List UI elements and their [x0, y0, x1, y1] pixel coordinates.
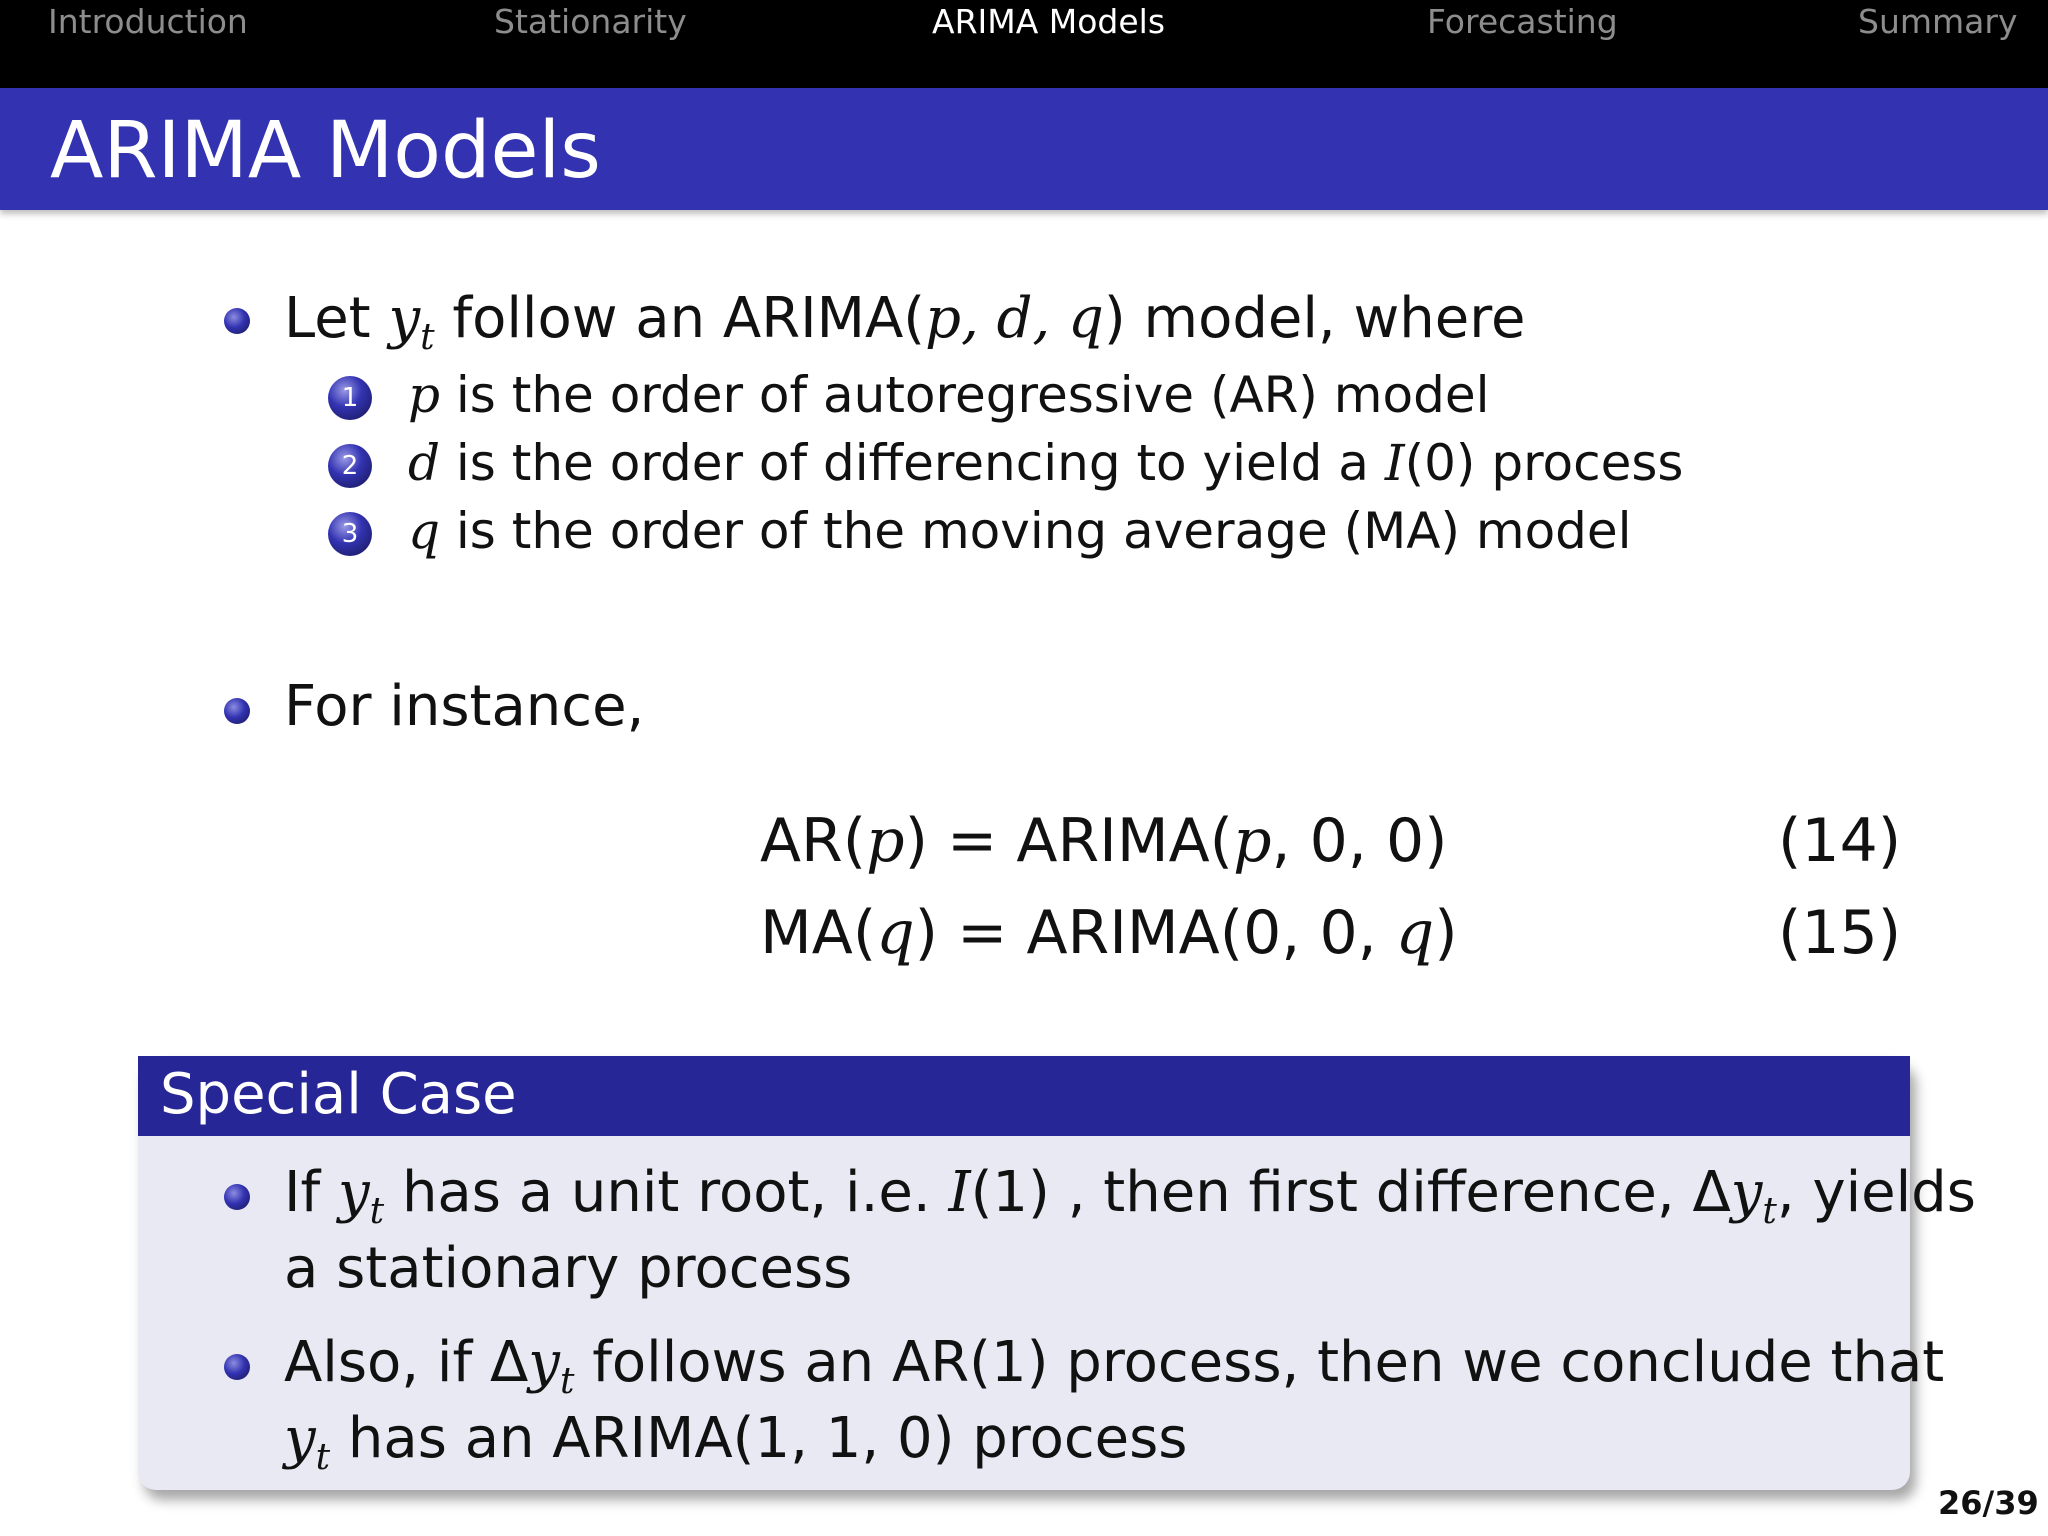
math-var: q: [876, 898, 915, 968]
equation-number: (14): [1778, 806, 1902, 876]
text-segment: follows an AR(1) process, then we conclude that: [574, 1330, 1945, 1395]
nav-item-introduction[interactable]: Introduction: [48, 2, 248, 41]
nav-item-stationarity[interactable]: Stationarity: [494, 2, 687, 41]
equation-ar: [760, 806, 1448, 876]
text-segment: is the order of differencing to yield a: [440, 434, 1385, 492]
math-subscript: t: [559, 1361, 575, 1403]
math-var: p: [866, 806, 905, 876]
math-var: y: [388, 286, 421, 351]
text-segment: (0) process: [1404, 434, 1684, 492]
math-var: p: [1233, 806, 1272, 876]
bullet-marker: [224, 698, 250, 724]
text-segment: (1) , then first difference, Δ: [970, 1160, 1731, 1225]
block-item-unit-root: [284, 1160, 1976, 1232]
enum-badge: 2: [328, 444, 372, 488]
special-case-block: [138, 1056, 1976, 1490]
equation-number: (15): [1778, 898, 1902, 968]
text-segment: Let: [284, 286, 389, 351]
math-var: y: [338, 1160, 370, 1225]
enum-item-q: [408, 502, 1632, 560]
text-segment: is the order of the moving average (MA) model: [440, 502, 1632, 560]
text-segment: has an ARIMA(1, 1, 0) process: [330, 1406, 1188, 1471]
math-var: y: [284, 1406, 316, 1471]
bullet-for-instance: For instance,: [284, 674, 645, 739]
frame-title: ARIMA Models: [50, 106, 601, 196]
block-item-unit-root-cont: a stationary process: [284, 1236, 853, 1301]
text-segment: , yields: [1776, 1160, 1976, 1225]
nav-item-summary[interactable]: Summary: [1858, 2, 2018, 41]
math-args: p, d, q: [925, 286, 1104, 351]
math-var: q: [1395, 898, 1435, 968]
enum-badge: 3: [328, 512, 372, 556]
math-var: y: [1730, 1160, 1763, 1225]
text-segment: ) = ARIMA(0, 0,: [914, 898, 1396, 968]
text-segment: is the order of autoregressive (AR) model: [440, 366, 1490, 424]
text-segment: has a unit root, i.e.: [384, 1160, 949, 1225]
text-segment: ) = ARIMA(: [904, 806, 1234, 876]
math-var: d: [408, 434, 441, 492]
enum-badge: 1: [328, 376, 372, 420]
math-var: y: [528, 1330, 560, 1395]
bullet-arima-definition: [284, 286, 1526, 358]
equation-ma: [760, 898, 1458, 968]
enum-item-d: [408, 434, 1683, 492]
bullet-marker: [224, 308, 250, 334]
math-var: q: [408, 502, 441, 560]
text-segment: ): [1434, 898, 1458, 968]
block-item-ar1-cont: [284, 1406, 1187, 1478]
text-segment: follow an ARIMA(: [434, 286, 926, 351]
page-number: 26/39: [1938, 1484, 2039, 1522]
text-segment: AR(: [760, 806, 867, 876]
text-segment: ) model, where: [1103, 286, 1526, 351]
math-subscript: t: [1762, 1191, 1777, 1233]
text-segment: MA(: [760, 898, 877, 968]
math-var: I: [948, 1160, 971, 1225]
text-segment: , 0, 0): [1271, 806, 1448, 876]
math-subscript: t: [369, 1191, 385, 1233]
math-var: I: [1384, 434, 1405, 492]
block-title: Special Case: [160, 1062, 517, 1127]
enum-item-p: [408, 366, 1489, 424]
nav-item-arima-models[interactable]: ARIMA Models: [932, 2, 1166, 41]
text-segment: If: [284, 1160, 339, 1225]
text-segment: Also, if Δ: [284, 1330, 529, 1395]
math-var: p: [408, 366, 441, 424]
math-subscript: t: [315, 1437, 331, 1479]
block-item-ar1: [284, 1330, 1944, 1402]
nav-item-forecasting[interactable]: Forecasting: [1427, 2, 1618, 41]
bullet-marker: [224, 1354, 250, 1380]
math-subscript: t: [420, 317, 435, 359]
bullet-marker: [224, 1184, 250, 1210]
